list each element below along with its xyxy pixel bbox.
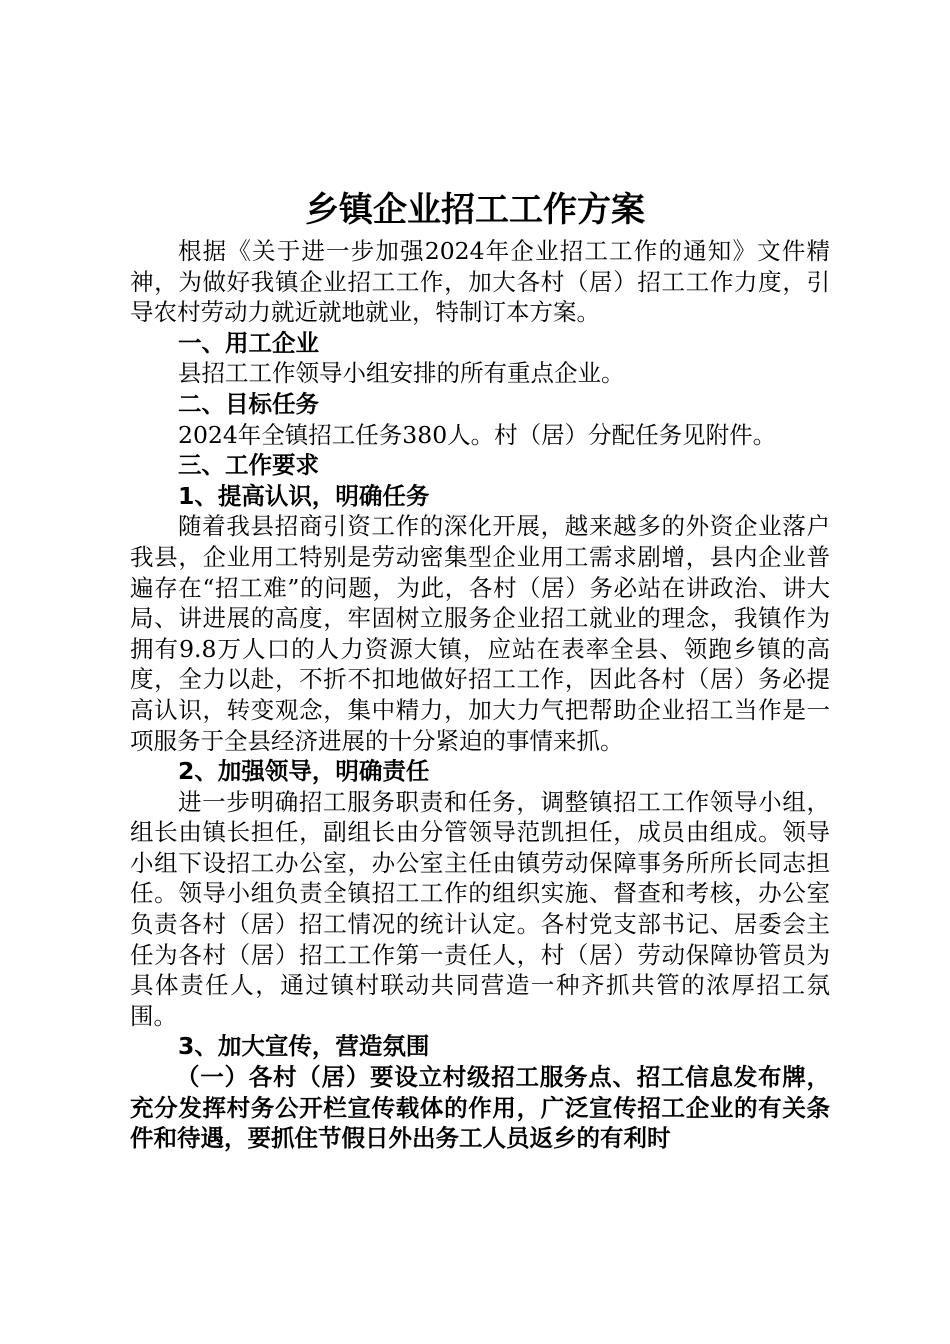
section-heading-enterprises: 一、用工企业 [178,328,319,357]
section-heading-requirements: 三、工作要求 [178,451,319,480]
document-body [130,236,830,1154]
subheading-publicity: 3、加大宣传，营造氛围 [178,1032,430,1061]
document-title: 乡镇企业招工工作方案 [305,190,645,230]
leadership-paragraph: 进一步明确招工服务职责和任务，调整镇招工工作领导小组，组长由镇长担任，副组长由分管领导范凯担任，成员由组成。领导小组下设招工办公室，办公室主任由镇劳动保障事务所所长同志担任。领导小组负责全镇招工工作的组织实施、督查和考核，办公室负责各村（居）招工情况的统计认定。各村党支部书记、居委会主任为各村（居）招工工作第一责任人，村（居）劳动保障协管员为具体责任人，通过镇村联动共同营造一种齐抓共管的浓厚招工氛围。 [130,787,830,1030]
subheading-awareness: 1、提高认识，明确任务 [178,481,430,510]
targets-paragraph: 2024年全镇招工任务380人。村（居）分配任务见附件。 [178,420,777,449]
publicity-paragraph: （一）各村（居）要设立村级招工服务点、招工信息发布牌，充分发挥村务公开栏宣传载体的作用，广泛宣传招工企业的有关条件和待遇，要抓住节假日外出务工人员返乡的有利时 [130,1063,830,1153]
section-heading-targets: 二、目标任务 [178,389,319,418]
enterprises-paragraph: 县招工工作领导小组安排的所有重点企业。 [178,359,625,388]
intro-paragraph: 根据《关于进一步加强2024年企业招工工作的通知》文件精神，为做好我镇企业招工工作，加大各村（居）招工工作力度，引导农村劳动力就近就地就业，特制订本方案。 [130,237,830,327]
awareness-paragraph: 随着我县招商引资工作的深化开展，越来越多的外资企业落户我县，企业用工特别是劳动密集型企业用工需求剧增，县内企业普遍存在“招工难”的问题，为此，各村（居）务必站在讲政治、讲大局、讲进展的高度，牢固树立服务企业招工就业的理念，我镇作为拥有9.8万人口的人力资源大镇，应站在表率全县、领跑乡镇的高度，全力以赴，不折不扣地做好招工工作，因此各村（居）务必提高认识，转变观念，集中精力，加大力气把帮助企业招工当作是一项服务于全县经济进展的十分紧迫的事情来抓。 [130,512,830,755]
subheading-leadership: 2、加强领导，明确责任 [178,757,430,786]
